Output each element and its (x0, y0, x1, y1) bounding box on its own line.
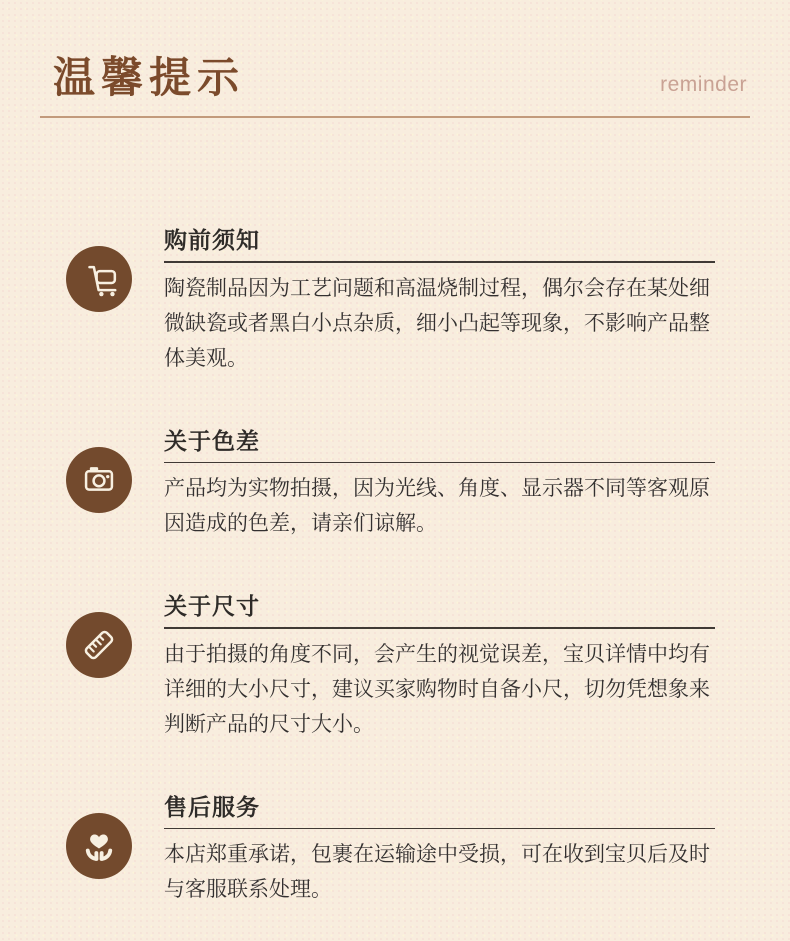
section-body: 产品均为实物拍摄，因为光线、角度、显示器不同等客观原因造成的色差，请亲们谅解。 (164, 477, 710, 535)
header (0, 0, 790, 118)
section-content (164, 594, 715, 742)
camera-icon (66, 447, 132, 513)
page-title: 温馨提示 (53, 54, 246, 101)
section-size-notice (0, 594, 790, 742)
section-content (164, 795, 715, 908)
section-body: 陶瓷制品因为工艺问题和高温烧制过程，偶尔会存在某处细微缺瓷或者黑白小点杂质，细小凸起等现象，不影响产品整体美观。 (164, 276, 710, 370)
section-color-difference (0, 429, 790, 542)
section-content (164, 429, 715, 542)
section-title: 售后服务 (164, 793, 260, 820)
cart-icon (66, 246, 132, 312)
tips-list (0, 228, 790, 907)
section-content (164, 228, 715, 376)
section-after-sales (0, 795, 790, 908)
section-title: 关于尺寸 (164, 593, 260, 619)
section-divider (164, 828, 715, 830)
header-row (0, 0, 790, 99)
section-purchase-notice (0, 228, 790, 376)
section-divider (164, 627, 715, 629)
section-divider (164, 462, 715, 464)
header-subtitle: reminder (660, 73, 747, 96)
ruler-icon (66, 612, 132, 678)
section-body: 由于拍摄的角度不同，会产生的视觉误差，宝贝详情中均有详细的大小尺寸，建议买家购物时自备小尺，切勿凭想象来判断产品的尺寸大小。 (164, 642, 710, 736)
section-title: 关于色差 (164, 427, 260, 454)
heart-hands-icon (66, 813, 132, 879)
section-title: 购前须知 (164, 227, 260, 253)
section-body: 本店郑重承诺，包裹在运输途中受损，可在收到宝贝后及时与客服联系处理。 (164, 843, 710, 901)
header-divider (40, 116, 750, 118)
section-divider (164, 261, 715, 263)
